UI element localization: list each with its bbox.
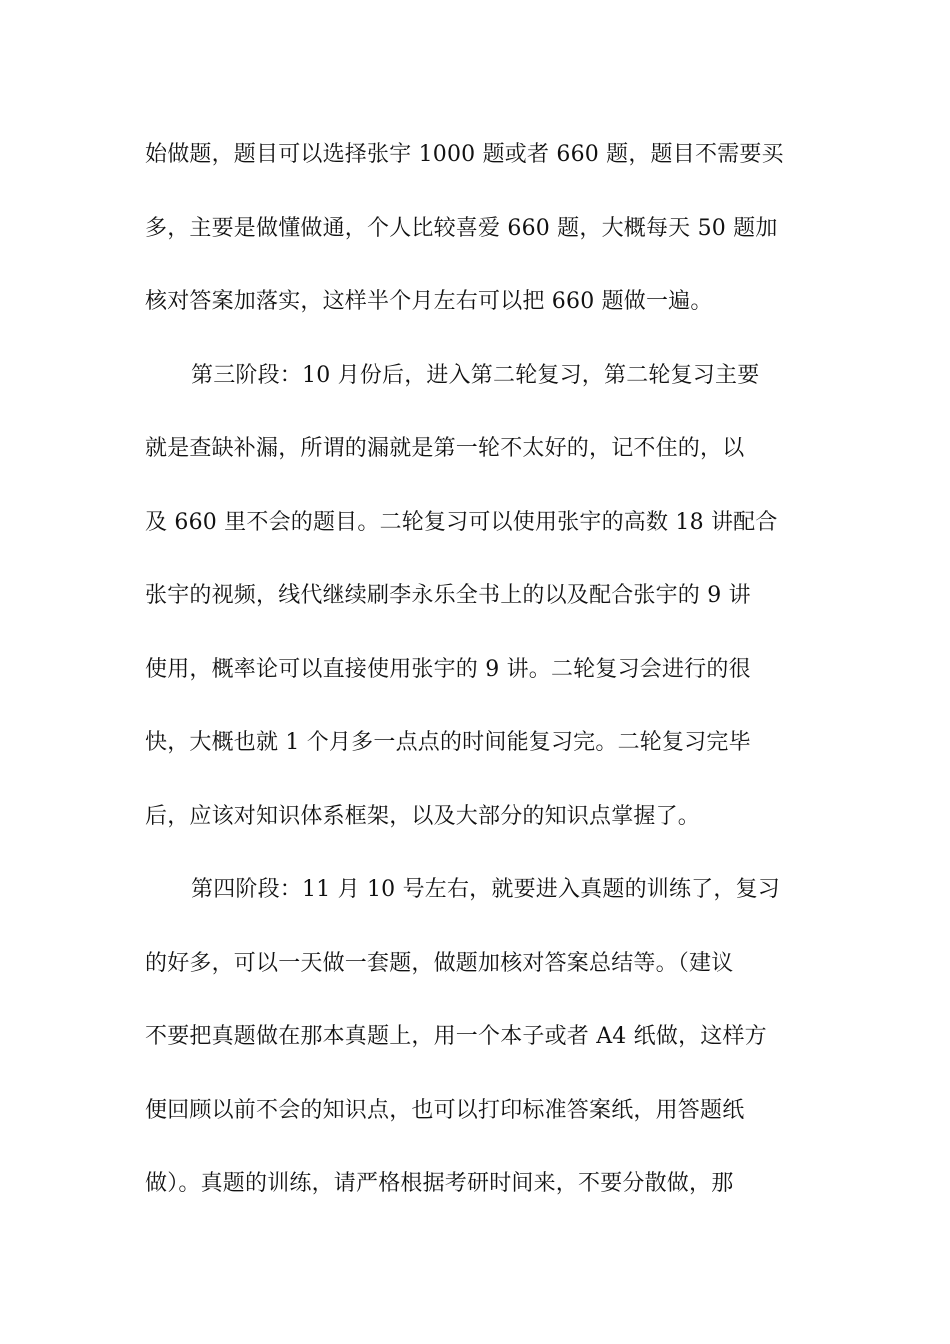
body-text <box>145 130 810 1233</box>
text-line-9: 快，大概也就 1 个月多一点点的时间能复习完。二轮复习完毕 <box>145 730 751 755</box>
text-line-7: 张宇的视频，线代继续刷李永乐全书上的以及配合张宇的 9 讲 <box>145 583 751 608</box>
text-line-6: 及 660 里不会的题目。二轮复习可以使用张宇的高数 18 讲配合 <box>145 509 778 535</box>
text-line-14: 便回顾以前不会的知识点，也可以打印标准答案纸，用答题纸 <box>145 1097 745 1123</box>
text-line-3: 核对答案加落实，这样半个月左右可以把 660 题做一遍。 <box>145 289 713 314</box>
text-line-13: 不要把真题做在那本真题上，用一个本子或者 A4 纸做，这样方 <box>145 1024 767 1049</box>
text-line-1: 始做题，题目可以选择张宇 1000 题或者 660 题，题目不需要买 <box>145 142 784 167</box>
text-line-11: 第四阶段：11 月 10 号左右，就要进入真题的训练了，复习 <box>191 877 780 902</box>
text-line-8: 使用，概率论可以直接使用张宇的 9 讲。二轮复习会进行的很 <box>145 656 751 682</box>
text-line-10: 后，应该对知识体系框架，以及大部分的知识点掌握了。 <box>145 803 701 829</box>
text-line-2: 多，主要是做懂做通，个人比较喜爱 660 题，大概每天 50 题加 <box>145 215 778 241</box>
text-line-12: 的好多，可以一天做一套题，做题加核对答案总结等。（建议 <box>145 950 734 976</box>
text-line-5: 就是查缺补漏，所谓的漏就是第一轮不太好的，记不住的，以 <box>145 436 745 461</box>
text-line-4: 第三阶段：10 月份后，进入第二轮复习，第二轮复习主要 <box>191 362 760 388</box>
text-line-15: 做）。真题的训练，请严格根据考研时间来，不要分散做，那 <box>145 1171 734 1196</box>
